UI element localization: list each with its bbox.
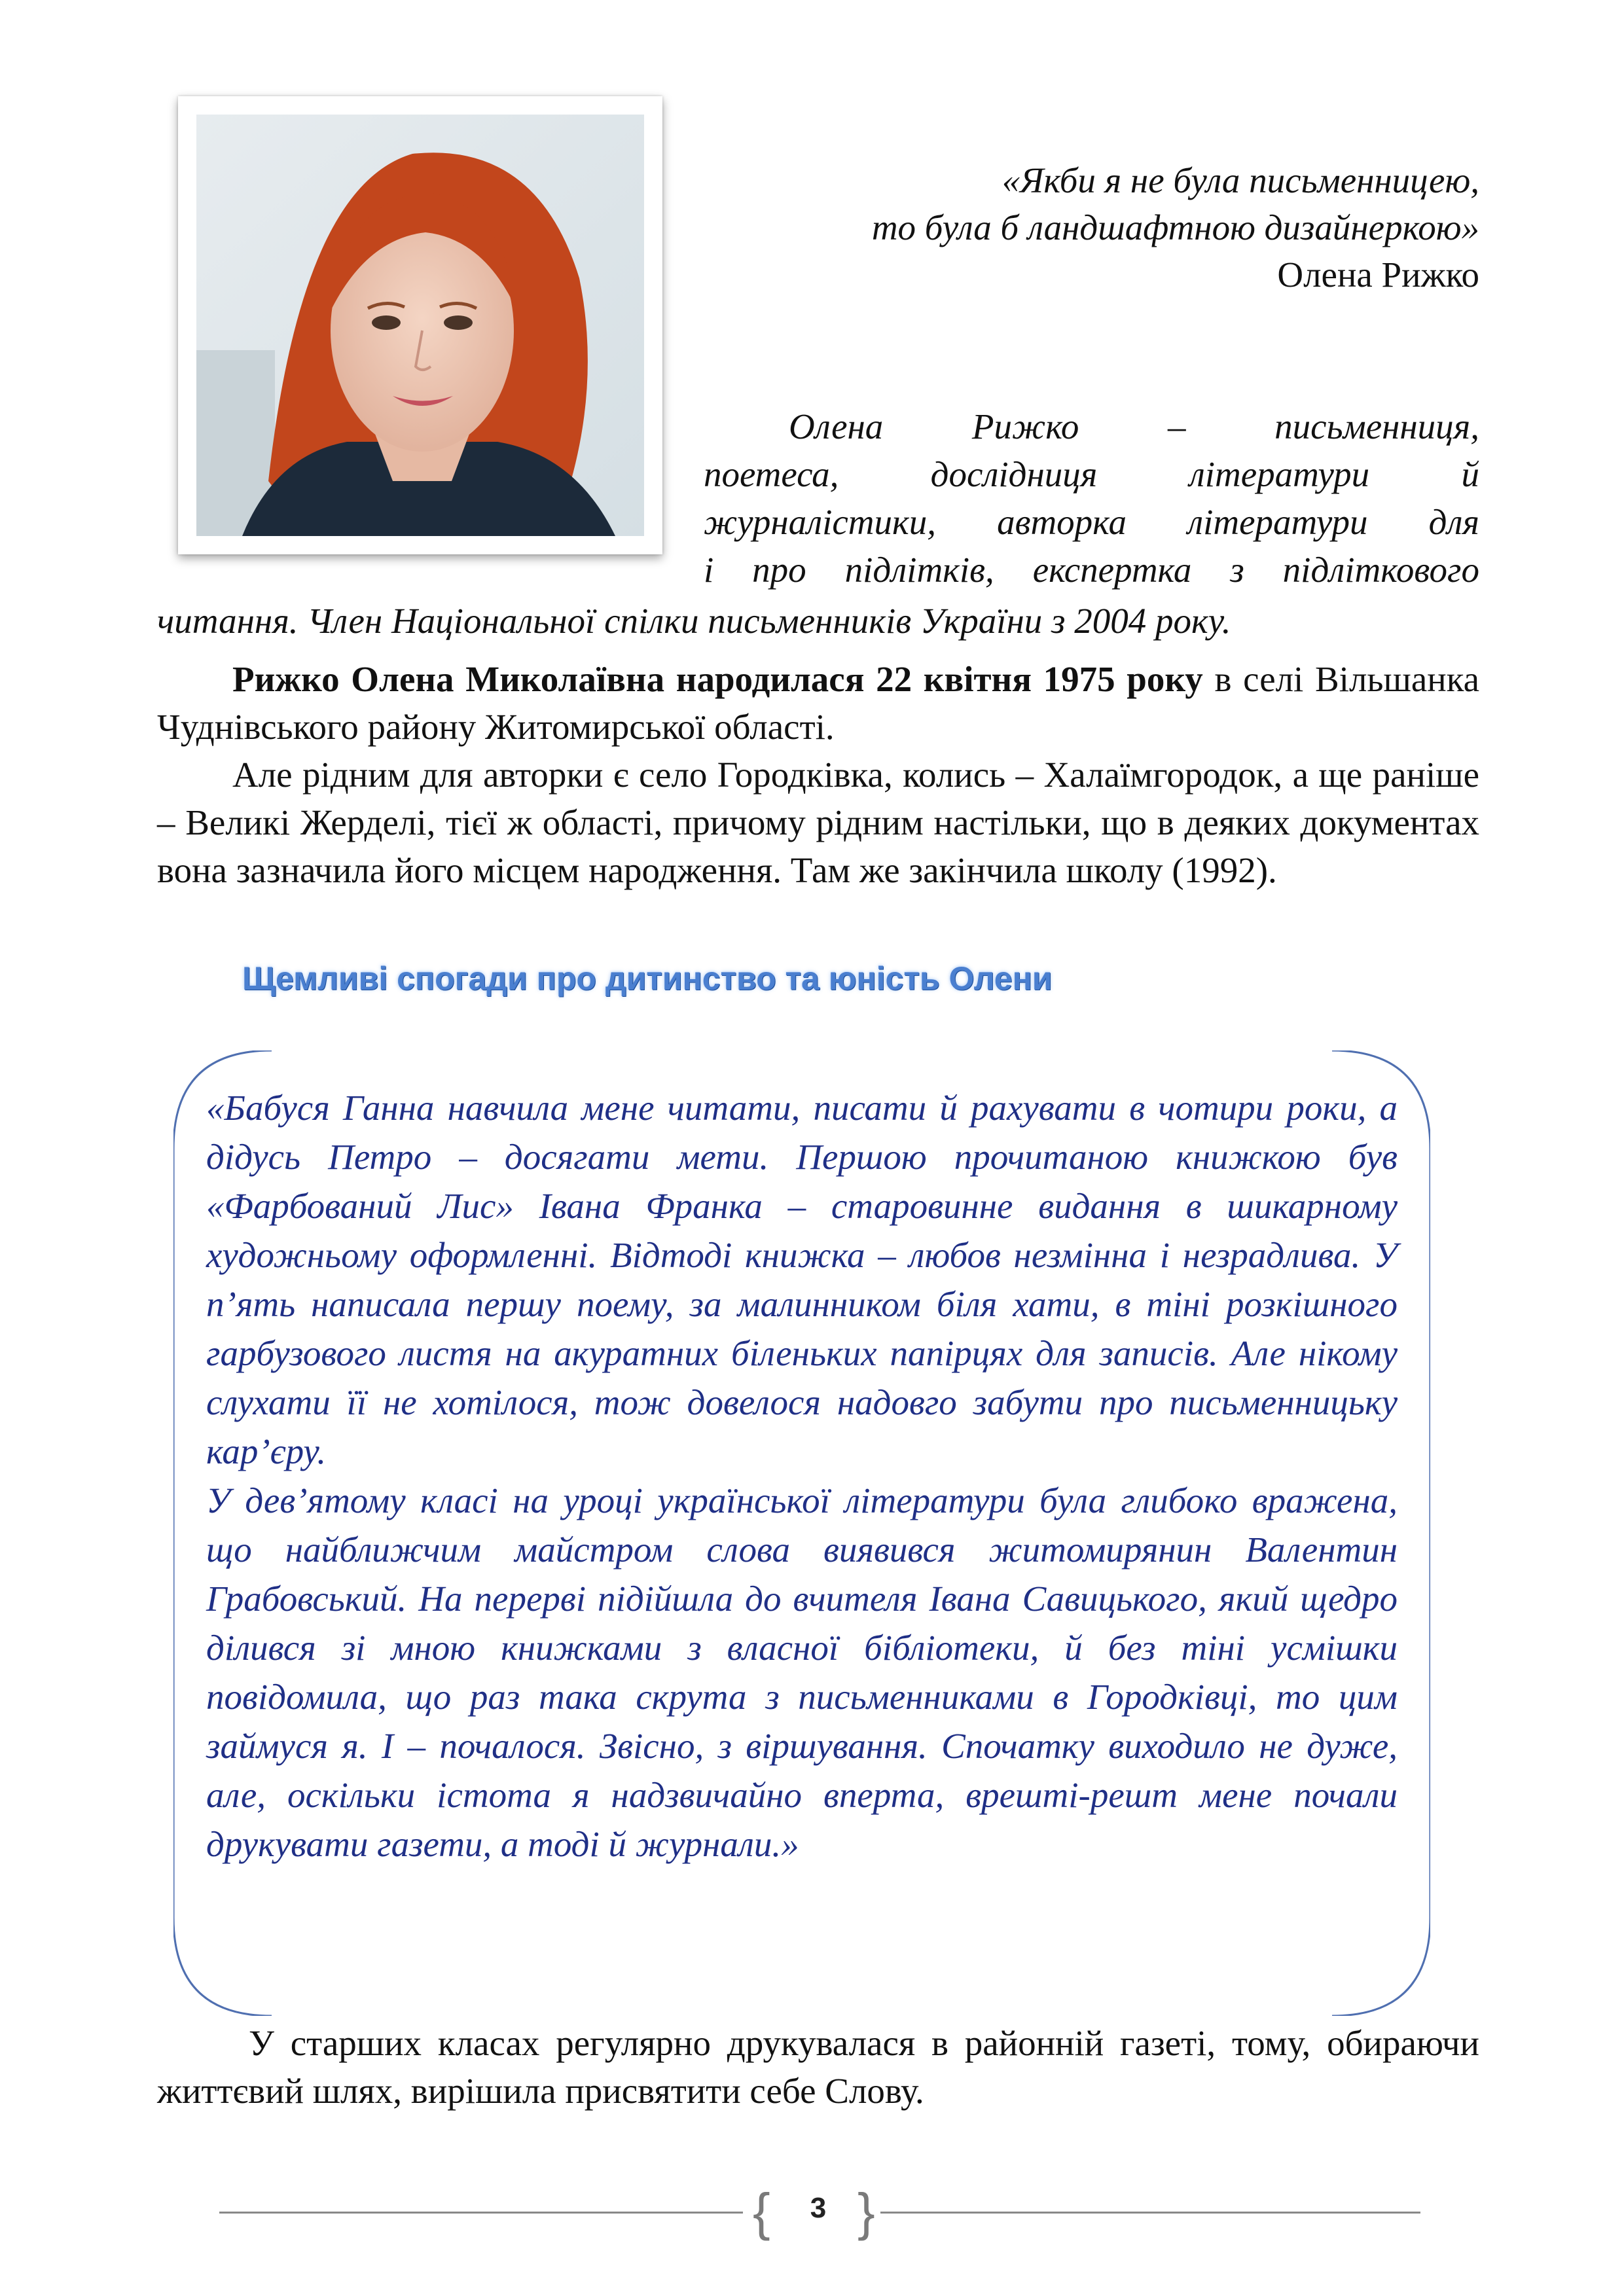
epigraph [687,157,1479,298]
author-photo [178,96,662,554]
epigraph-author: Олена Рижко [1277,255,1479,295]
quote-paragraph-2: У дев’ятому класі на уроці української літератури була глибоко вражена, що найближчим майстром слова виявився житомирянин Валентин Грабовський. На перерві підійшла до вчителя Івана Савицького, який щедро ділився зі мною книжками з власної бібліотеки, й без тіні усмішки повідомила, що раз така скрута з письменниками в Городківці, то цим займуся я. І – почалося. Звісно, з віршування. Спочатку виходило не дуже, але, оскільки істота я надзвичайно вперта, врешті-решт мене почали друкувати газети, а тоді й журнали.» [206,1480,1398,1864]
epigraph-line-1: «Якби я не була письменницею, [1001,160,1479,200]
quote-paragraph-1: «Бабуся Ганна навчила мене читати, писати й рахувати в чотири роки, а дідусь Петро – досягати мети. Першою прочитаною книжкою був «Фарбований Лис» Івана Франка – старовинне видання в шикарному художньому оформленні. Відтоді книжка – любов незмінна і незрадлива. У п’ять написала першу поему, за малинником біля хати, в тіні розкішного гарбузового листя на акуратних біленьких папірцях для записів. Але нікому слухати її не хотілося, тож довелося надовго забути про письменницьку кар’єру. [206,1088,1398,1471]
native-village-paragraph [157,751,1479,894]
intro-line-1: Олена Рижко – письменниця, [789,406,1479,446]
memories-quote-box [173,1050,1430,2016]
quote-text [206,1083,1398,1869]
portrait-image [196,115,644,536]
birth-rest-text: в селі Вільшанка Чуднівського району Житомирської області. [157,659,1479,747]
epigraph-line-2: то була б ландшафтною дизайнеркою» [871,207,1479,247]
left-brace-icon: { [753,2183,770,2241]
birth-paragraph [157,655,1479,751]
intro-line-5: читання. Член Національної спілки письменників України з 2004 року. [157,601,1231,641]
page-footer [219,2183,1420,2242]
closing-text: У старших класах регулярно друкувалася в районній газеті, тому, обираючи життєвий шлях, вирішила присвятити себе Слову. [157,2023,1479,2111]
intro-line-4: і про підлітків, експертка з підліткового [704,550,1479,590]
native-village-text: Але рідним для авторки є село Городківка, колись – Халаїмгородок, а ще раніше – Великі Жерделі, тієї ж області, причому рідним настільки, що в деяких документах вона зазначила його місцем народження. Там же закінчила школу (1992). [157,755,1479,890]
intro-beside-photo [704,403,1479,594]
footer-rule-left [219,2212,743,2214]
intro-line-2: поетеса, дослідниця літератури й [704,454,1479,494]
right-brace-icon: } [857,2183,875,2241]
closing-paragraph [157,2019,1479,2115]
section-heading: Щемливі спогади про дитинство та юність Олени [242,960,1053,997]
intro-line-3: журналістики, авторка літератури для [704,502,1479,542]
birth-bold-text: Рижко Олена Миколаївна народилася 22 квітня 1975 року [232,659,1203,699]
page-number: 3 [810,2192,827,2224]
footer-rule-right [880,2212,1420,2214]
